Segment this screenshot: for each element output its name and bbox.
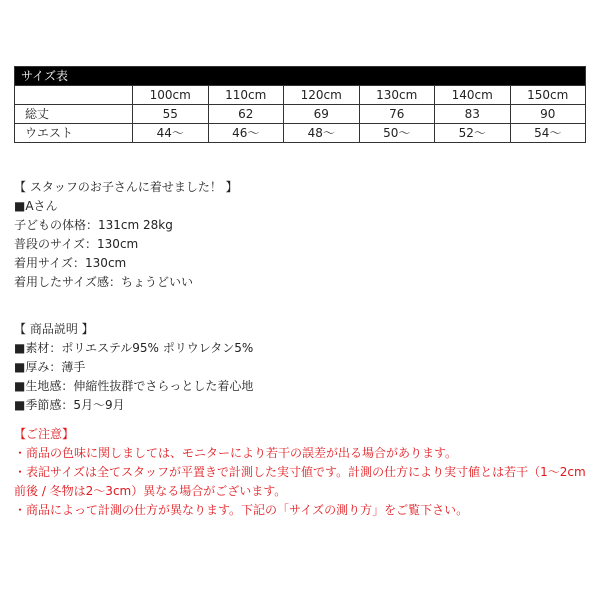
size-header: 120cm — [284, 86, 360, 105]
table-cell: 54～ — [510, 124, 586, 143]
product-description-section — [14, 320, 590, 415]
table-cell: 76 — [359, 105, 435, 124]
section-line: ■厚み：薄手 — [14, 360, 86, 374]
staff-fitting-section — [14, 178, 590, 292]
size-header: 140cm — [435, 86, 511, 105]
table-row-total-length — [15, 105, 586, 124]
table-cell: 44～ — [133, 124, 209, 143]
row-label: 総丈 — [15, 105, 133, 124]
section-line: 子どもの体格：131cm 28kg — [14, 218, 173, 232]
section-line: ・商品の色味に関しましては、モニターにより若干の誤差が出る場合があります。 — [14, 446, 458, 460]
section-heading: 【 スタッフのお子さんに着せました！ 】 — [14, 180, 238, 194]
table-cell: 48～ — [284, 124, 360, 143]
size-header: 130cm — [359, 86, 435, 105]
section-line: 着用したサイズ感：ちょうどいい — [14, 275, 194, 289]
row-label: ウエスト — [15, 124, 133, 143]
table-cell: 90 — [510, 105, 586, 124]
size-table — [14, 66, 586, 143]
table-row-waist — [15, 124, 586, 143]
section-line: 普段のサイズ：130cm — [14, 237, 139, 251]
table-cell: 55 — [133, 105, 209, 124]
caution-section — [14, 425, 590, 520]
size-header: 100cm — [133, 86, 209, 105]
size-header-empty — [15, 86, 133, 105]
table-cell: 46～ — [208, 124, 284, 143]
section-heading: 【 商品説明 】 — [14, 322, 94, 336]
section-line: ■素材：ポリエステル95% ポリウレタン5% — [14, 341, 254, 355]
section-line: ■生地感：伸縮性抜群でさらっとした着心地 — [14, 379, 254, 393]
section-line: ・表記サイズは全てスタッフが平置きで計測した実寸値です。計測の仕方により実寸値とは若干（1～2cm前後 / 冬物は2～3cm）異なる場合がございます。 — [14, 465, 586, 498]
table-cell: 69 — [284, 105, 360, 124]
section-line: 着用サイズ：130cm — [14, 256, 127, 270]
size-table-title: サイズ表 — [15, 67, 586, 86]
table-cell: 50～ — [359, 124, 435, 143]
size-header-row — [15, 86, 586, 105]
size-table-title-row — [15, 67, 586, 86]
table-cell: 52～ — [435, 124, 511, 143]
section-heading: 【ご注意】 — [14, 427, 75, 441]
size-header: 110cm — [208, 86, 284, 105]
table-cell: 83 — [435, 105, 511, 124]
section-line: ・商品によって計測の仕方が異なります。下記の「サイズの測り方」をご覧下さい。 — [14, 503, 469, 517]
size-header: 150cm — [510, 86, 586, 105]
section-line: ■Aさん — [14, 199, 58, 213]
section-line: ■季節感：5月～9月 — [14, 398, 125, 412]
table-cell: 62 — [208, 105, 284, 124]
